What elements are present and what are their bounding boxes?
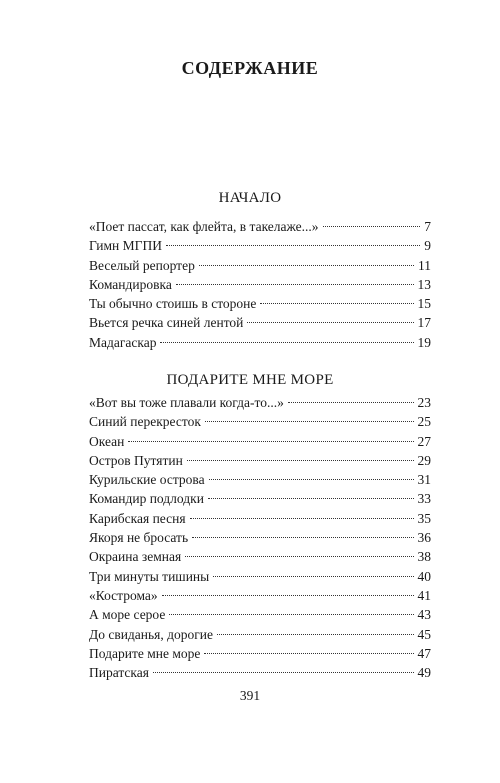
toc-entry xyxy=(89,547,431,566)
toc-entry-title: Вьется речка синей лентой xyxy=(89,315,244,331)
toc-entry-title: Карибская песня xyxy=(89,510,186,526)
dot-leader xyxy=(208,498,414,499)
toc-entry-title: «Вот вы тоже плавали когда-то...» xyxy=(89,395,284,410)
toc-entry-page: 43 xyxy=(417,607,431,623)
toc-entry-page: 35 xyxy=(417,510,431,526)
toc-entry-page: 25 xyxy=(417,414,431,430)
dot-leader xyxy=(199,265,414,266)
toc-entry-title: Мадагаскар xyxy=(89,334,157,350)
dot-leader xyxy=(190,518,414,519)
dot-leader xyxy=(166,245,420,246)
toc-entry xyxy=(89,605,431,624)
dot-leader xyxy=(260,303,413,304)
dot-leader xyxy=(128,441,413,442)
toc-entry-title: Синий перекресток xyxy=(89,414,201,430)
toc-entry-title: Якоря не бросать xyxy=(89,530,189,546)
toc-entry-page: 19 xyxy=(417,334,431,350)
dot-leader xyxy=(169,614,413,615)
toc-entry-page: 33 xyxy=(417,491,431,507)
toc-entry-page: 38 xyxy=(417,549,431,565)
dot-leader xyxy=(162,595,414,596)
toc-entry xyxy=(89,236,431,255)
dot-leader xyxy=(176,284,414,285)
toc-entry xyxy=(89,275,431,294)
toc-entry xyxy=(89,217,431,236)
toc-entry xyxy=(89,509,431,528)
toc-entry-title: Океан xyxy=(89,433,125,449)
toc-entry xyxy=(89,489,431,508)
dot-leader xyxy=(160,342,413,343)
toc-entry-page: 7 xyxy=(424,219,431,234)
toc-entry xyxy=(89,294,431,313)
dot-leader xyxy=(187,460,414,461)
toc-entry xyxy=(89,313,431,332)
toc-entry xyxy=(89,663,431,682)
toc-entry-page: 13 xyxy=(417,276,431,292)
toc-entry xyxy=(89,393,431,412)
toc-entry xyxy=(89,451,431,470)
toc-entry xyxy=(89,470,431,489)
dot-leader xyxy=(217,634,414,635)
section-heading-podarite-mne-more: ПОДАРИТЕ МНЕ МОРЕ xyxy=(166,372,334,388)
toc-list-section-1 xyxy=(89,217,431,352)
toc-entry-title: До свиданья, дорогие xyxy=(89,626,213,642)
toc-entry-page: 23 xyxy=(417,395,431,410)
dot-leader xyxy=(323,226,421,227)
toc-list-section-2 xyxy=(89,393,431,682)
toc-entry xyxy=(89,586,431,605)
dot-leader xyxy=(247,322,413,323)
toc-entry-page: 47 xyxy=(417,645,431,661)
toc-entry-page: 11 xyxy=(418,257,431,273)
toc-entry xyxy=(89,412,431,431)
toc-entry-title: А море серое xyxy=(89,607,166,623)
dot-leader xyxy=(192,537,413,538)
toc-entry-title: Подарите мне море xyxy=(89,645,201,661)
toc-entry-page: 36 xyxy=(417,530,431,546)
toc-entry-title: Гимн МГПИ xyxy=(89,238,162,254)
toc-entry-title: Веселый репортер xyxy=(89,257,195,273)
toc-entry-page: 29 xyxy=(417,452,431,468)
dot-leader xyxy=(209,479,414,480)
toc-entry-page: 31 xyxy=(417,472,431,488)
toc-entry-page: 41 xyxy=(417,587,431,603)
toc-entry-title: Командир подлодки xyxy=(89,491,204,507)
toc-entry-title: Три минуты тишины xyxy=(89,568,210,584)
toc-entry-page: 17 xyxy=(417,315,431,331)
toc-entry-title: Командировка xyxy=(89,276,172,292)
toc-entry xyxy=(89,567,431,586)
toc-entry xyxy=(89,644,431,663)
toc-entry-page: 40 xyxy=(417,568,431,584)
dot-leader xyxy=(288,402,414,403)
toc-entry xyxy=(89,333,431,352)
section-heading-nachalo: НАЧАЛО xyxy=(218,190,282,206)
toc-entry-title: Остров Путятин xyxy=(89,452,183,468)
toc-entry xyxy=(89,528,431,547)
dot-leader xyxy=(185,556,413,557)
dot-leader xyxy=(213,576,413,577)
toc-entry-page: 49 xyxy=(417,665,431,681)
dot-leader xyxy=(153,672,414,673)
dot-leader xyxy=(204,653,413,654)
toc-entry-page: 45 xyxy=(417,626,431,642)
toc-entry-title: Пиратская xyxy=(89,665,149,681)
toc-entry xyxy=(89,625,431,644)
dot-leader xyxy=(205,421,414,422)
toc-entry xyxy=(89,256,431,275)
page-title: СОДЕРЖАНИЕ xyxy=(181,58,319,78)
toc-entry-title: Курильские острова xyxy=(89,472,205,488)
toc-entry-title: Ты обычно стоишь в стороне xyxy=(89,296,257,312)
toc-entry-title: Окраина земная xyxy=(89,549,182,565)
toc-entry-title: «Кострома» xyxy=(89,587,158,603)
toc-entry-page: 9 xyxy=(424,238,431,254)
page-number: 391 xyxy=(239,688,261,703)
toc-entry-page: 15 xyxy=(417,296,431,312)
toc-entry-page: 27 xyxy=(417,433,431,449)
toc-entry xyxy=(89,432,431,451)
toc-entry-title: «Поет пассат, как флейта, в такелаже...» xyxy=(89,219,319,234)
